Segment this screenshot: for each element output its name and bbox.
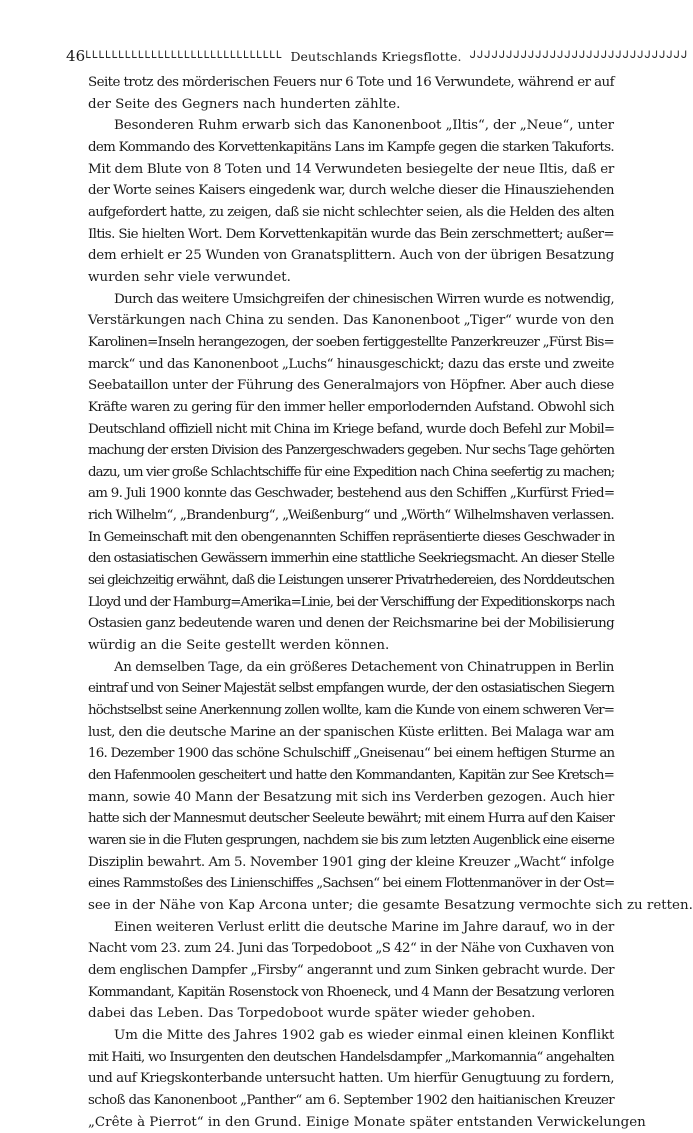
text-line: schoß das Kanonenboot „Panther“ am 6. September 1902 den haitianischen Kreuzer — [88, 1090, 614, 1112]
text-line: Iltis. Sie hielten Wort. Dem Korvettenkapitän wurde das Bein zerschmettert; außer= — [88, 224, 614, 246]
text-line: dem Kommando des Korvettenkapitäns Lans im Kampfe gegen die starken Takuforts. — [88, 137, 614, 159]
text-line: waren sie in die Fluten gesprungen, nachdem sie bis zum letzten Augenblick eine eiserne — [88, 830, 614, 852]
text-line: Deutschland offiziell nicht mit China im Kriege befand, wurde doch Befehl zur Mobil= — [88, 419, 614, 441]
paragraph — [88, 1025, 614, 1133]
text-line: und auf Kriegskonterbande untersucht hatten. Um hierfür Genugtuung zu fordern, — [88, 1068, 614, 1090]
text-line: aufgefordert hatte, zu zeigen, daß sie nicht schlechter seien, als die Helden des alten — [88, 202, 614, 224]
text-line: lust, den die deutsche Marine an der spanischen Küste erlitten. Bei Malaga war am — [88, 722, 614, 744]
paragraph — [88, 115, 614, 288]
text-line: machung der ersten Division des Panzergeschwaders gegeben. Nur sechs Tage gehörten — [88, 440, 614, 462]
paragraph — [88, 657, 614, 917]
text-line: wurden sehr viele verwundet. — [88, 267, 614, 289]
text-line: Nacht vom 23. zum 24. Juni das Torpedoboot „S 42“ in der Nähe von Cuxhaven von — [88, 938, 614, 960]
text-line: 16. Dezember 1900 das schöne Schulschiff „Gneisenau“ bei einem heftigen Sturme an — [88, 743, 614, 765]
header-ornament-right: ᒍᒍᒍᒍᒍᒍᒍᒍᒍᒍᒍᒍᒍᒍᒍᒍᒍᒍᒍᒍᒍᒍᒍᒍᒍᒍᒍᒍᒍᒍ — [470, 50, 689, 62]
text-line: Um die Mitte des Jahres 1902 gab es wieder einmal einen kleinen Konflikt — [88, 1025, 614, 1047]
text-line: höchstselbst seine Anerkennung zollen wollte, kam die Kunde von einem schweren Ver= — [88, 700, 614, 722]
paragraph — [88, 917, 614, 1025]
paragraph — [88, 72, 614, 115]
text-line: der Seite des Gegners nach hunderten zählte. — [88, 94, 614, 116]
text-line: In Gemeinschaft mit den obengenannten Schiffen repräsentierte dieses Geschwader in — [88, 527, 614, 549]
text-line: sei gleichzeitig erwähnt, daß die Leistungen unserer Privatrhedereien, des Norddeutschen — [88, 570, 614, 592]
text-line: Verstärkungen nach China zu senden. Das Kanonenboot „Tiger“ wurde von den — [88, 310, 614, 332]
page-number: 46 — [66, 47, 85, 65]
text-line: see in der Nähe von Kap Arcona unter; die gesamte Besatzung vermochte sich zu retten. — [88, 895, 614, 917]
page-body-text — [88, 72, 614, 1133]
text-line: Besonderen Ruhm erwarb sich das Kanonenboot „Iltis“, der „Neue“, unter — [88, 115, 614, 137]
text-line: rich Wilhelm“, „Brandenburg“, „Weißenburg“ und „Wörth“ Wilhelmshaven verlassen. — [88, 505, 614, 527]
text-line: Durch das weitere Umsichgreifen der chinesischen Wirren wurde es notwendig, — [88, 289, 614, 311]
text-line: mann, sowie 40 Mann der Besatzung mit sich ins Verderben gezogen. Auch hier — [88, 787, 614, 809]
text-line: den Hafenmoolen gescheitert und hatte den Kommandanten, Kapitän zur See Kretsch= — [88, 765, 614, 787]
running-title: Deutschlands Kriegsflotte. — [282, 49, 469, 64]
text-line: Kräfte waren zu gering für den immer heller emporlodernden Aufstand. Obwohl sich — [88, 397, 614, 419]
text-line: Disziplin bewahrt. Am 5. November 1901 ging der kleine Kreuzer „Wacht“ infolge — [88, 852, 614, 874]
text-line: Kommandant, Kapitän Rosenstock von Rhoeneck, und 4 Mann der Besatzung verloren — [88, 982, 614, 1004]
text-line: eines Rammstoßes des Linienschiffes „Sachsen“ bei einem Flottenmanöver in der Ost= — [88, 873, 614, 895]
text-line: dabei das Leben. Das Torpedoboot wurde später wieder gehoben. — [88, 1003, 614, 1025]
text-line: Mit dem Blute von 8 Toten und 14 Verwundeten besiegelte der neue Iltis, daß er — [88, 159, 614, 181]
text-line: mit Haiti, wo Insurgenten den deutschen Handelsdampfer „Markomannia“ angehalten — [88, 1047, 614, 1069]
text-line: Seite trotz des mörderischen Feuers nur 6 Tote und 16 Verwundete, während er auf — [88, 72, 614, 94]
text-line: „Crête à Pierrot“ in den Grund. Einige Monate später entstanden Verwickelungen — [88, 1112, 614, 1133]
header-ornament-left: ᒪᒪᒪᒪᒪᒪᒪᒪᒪᒪᒪᒪᒪᒪᒪᒪᒪᒪᒪᒪᒪᒪᒪᒪᒪᒪᒪᒪᒪᒪ — [85, 50, 282, 62]
text-line: Einen weiteren Verlust erlitt die deutsche Marine im Jahre darauf, wo in der — [88, 917, 614, 939]
text-line: Ostasien ganz bedeutende waren und denen der Reichsmarine bei der Mobilisierung — [88, 613, 614, 635]
page-header — [66, 44, 614, 68]
text-line: dazu, um vier große Schlachtschiffe für eine Expedition nach China seefertig zu machen; — [88, 462, 614, 484]
text-line: Seebataillon unter der Führung des Generalmajors von Höpfner. Aber auch diese — [88, 375, 614, 397]
text-line: den ostasiatischen Gewässern immerhin eine stattliche Seekriegsmacht. An dieser Stelle — [88, 548, 614, 570]
text-line: dem englischen Dampfer „Firsby“ angerannt und zum Sinken gebracht wurde. Der — [88, 960, 614, 982]
paragraph — [88, 289, 614, 657]
text-line: An demselben Tage, da ein größeres Detachement von Chinatruppen in Berlin — [88, 657, 614, 679]
text-line: dem erhielt er 25 Wunden von Granatsplittern. Auch von der übrigen Besatzung — [88, 245, 614, 267]
text-line: am 9. Juli 1900 konnte das Geschwader, bestehend aus den Schiffen „Kurfürst Fried= — [88, 483, 614, 505]
text-line: würdig an die Seite gestellt werden können. — [88, 635, 614, 657]
text-line: eintraf und von Seiner Majestät selbst empfangen wurde, der den ostasiatischen Siegern — [88, 678, 614, 700]
text-line: Karolinen=Inseln herangezogen, der soeben fertiggestellte Panzerkreuzer „Fürst Bis= — [88, 332, 614, 354]
text-line: hatte sich der Mannesmut deutscher Seeleute bewährt; mit einem Hurra auf den Kaiser — [88, 808, 614, 830]
text-line: der Worte seines Kaisers eingedenk war, durch welche dieser die Hinausziehenden — [88, 180, 614, 202]
text-line: Lloyd und der Hamburg=Amerika=Linie, bei der Verschiffung der Expeditionskorps nach — [88, 592, 614, 614]
text-line: marck“ und das Kanonenboot „Luchs“ hinausgeschickt; dazu das erste und zweite — [88, 354, 614, 376]
